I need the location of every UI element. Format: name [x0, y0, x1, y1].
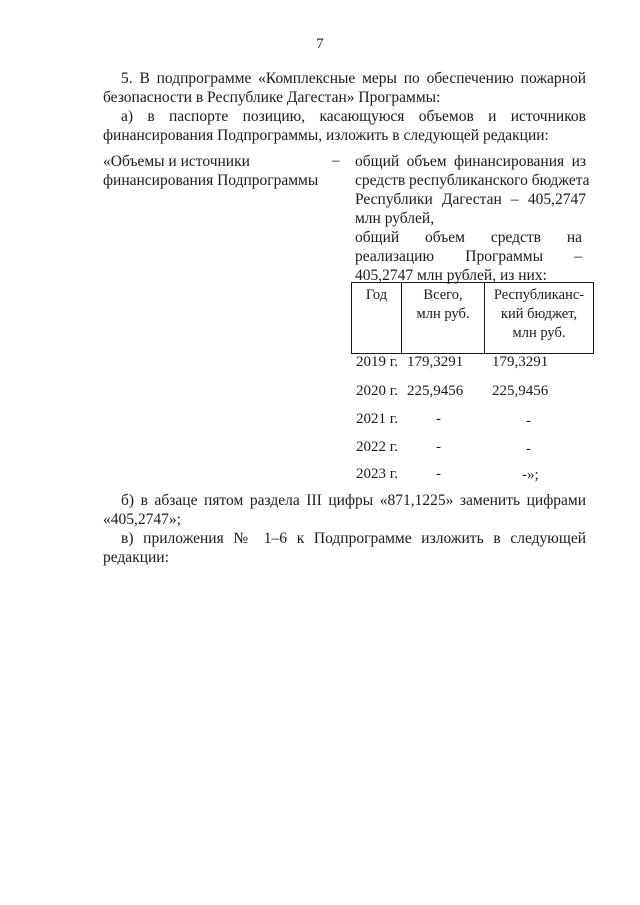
header-total-line-2: млн руб. [416, 306, 470, 322]
item-a-line-1: а) в паспорте позицию, касающуюся объемов и источников [121, 108, 586, 125]
item-v-line-2: редакции: [103, 549, 169, 566]
header-republic-line-2: кий бюджет, [500, 306, 578, 322]
header-total [402, 283, 485, 354]
row-2022-total: - [436, 439, 441, 455]
passport-right-p1-line-3: Республики Дагестан – 405,2747 [355, 191, 586, 208]
header-republic-line-1: Республиканс- [493, 287, 585, 303]
row-2021-republic: - [526, 413, 531, 429]
passport-right-p1-line-4: млн рублей, [355, 210, 435, 227]
financing-table-header-row [352, 283, 594, 354]
item-b-line-2: «405,2747»; [103, 511, 181, 528]
row-2023-republic: -»; [522, 467, 539, 483]
page-number: 7 [316, 36, 324, 52]
item-v-line-1: в) приложения № 1–6 к Подпрограмме изложить в следующей [121, 530, 586, 547]
row-2023-year: 2023 г. [356, 466, 398, 482]
section-heading-line-2: безопасности в Республике Дагестан» Программы: [103, 89, 441, 106]
passport-dash: – [332, 152, 340, 169]
row-2022-year: 2022 г. [356, 439, 398, 455]
row-2021-total: - [436, 411, 441, 427]
header-republic-line-3: млн руб. [512, 325, 566, 341]
passport-right-p1-line-2: средств республиканского бюджета [355, 172, 590, 189]
passport-right-p1-line-1: общий объем финансирования из [355, 153, 586, 170]
row-2019-republic: 179,3291 [492, 354, 549, 370]
passport-right-p2-line-1: общий объем средств на [355, 229, 582, 246]
row-2023-total: - [436, 466, 441, 482]
row-2020-year: 2020 г. [356, 383, 398, 399]
header-year-line-1: Год [365, 287, 388, 303]
row-2020-republic: 225,9456 [492, 383, 549, 399]
financing-table [351, 282, 594, 354]
row-2021-year: 2021 г. [356, 411, 398, 427]
item-b-line-1: б) в абзаце пятом раздела III цифры «871,1225» заменить цифрами [121, 492, 586, 509]
row-2022-republic: - [526, 441, 531, 457]
row-2019-total: 179,3291 [407, 354, 464, 370]
row-2020-total: 225,9456 [407, 383, 464, 399]
row-2019-year: 2019 г. [356, 354, 398, 370]
header-republic [485, 283, 594, 354]
header-total-line-1: Всего, [423, 287, 463, 303]
passport-right-p2-line-3: 405,2747 млн рублей, из них: [355, 267, 547, 284]
item-a-line-2: финансирования Подпрограммы, изложить в следующей редакции: [103, 127, 549, 144]
passport-label-line-2: финансирования Подпрограммы [103, 172, 319, 189]
passport-label-line-1: «Объемы и источники [103, 153, 250, 170]
header-year [352, 283, 402, 354]
section-heading-line-1: 5. В подпрограмме «Комплексные меры по обеспечению пожарной [121, 70, 586, 87]
passport-right-p2-line-2: реализацию Программы – [355, 248, 582, 265]
